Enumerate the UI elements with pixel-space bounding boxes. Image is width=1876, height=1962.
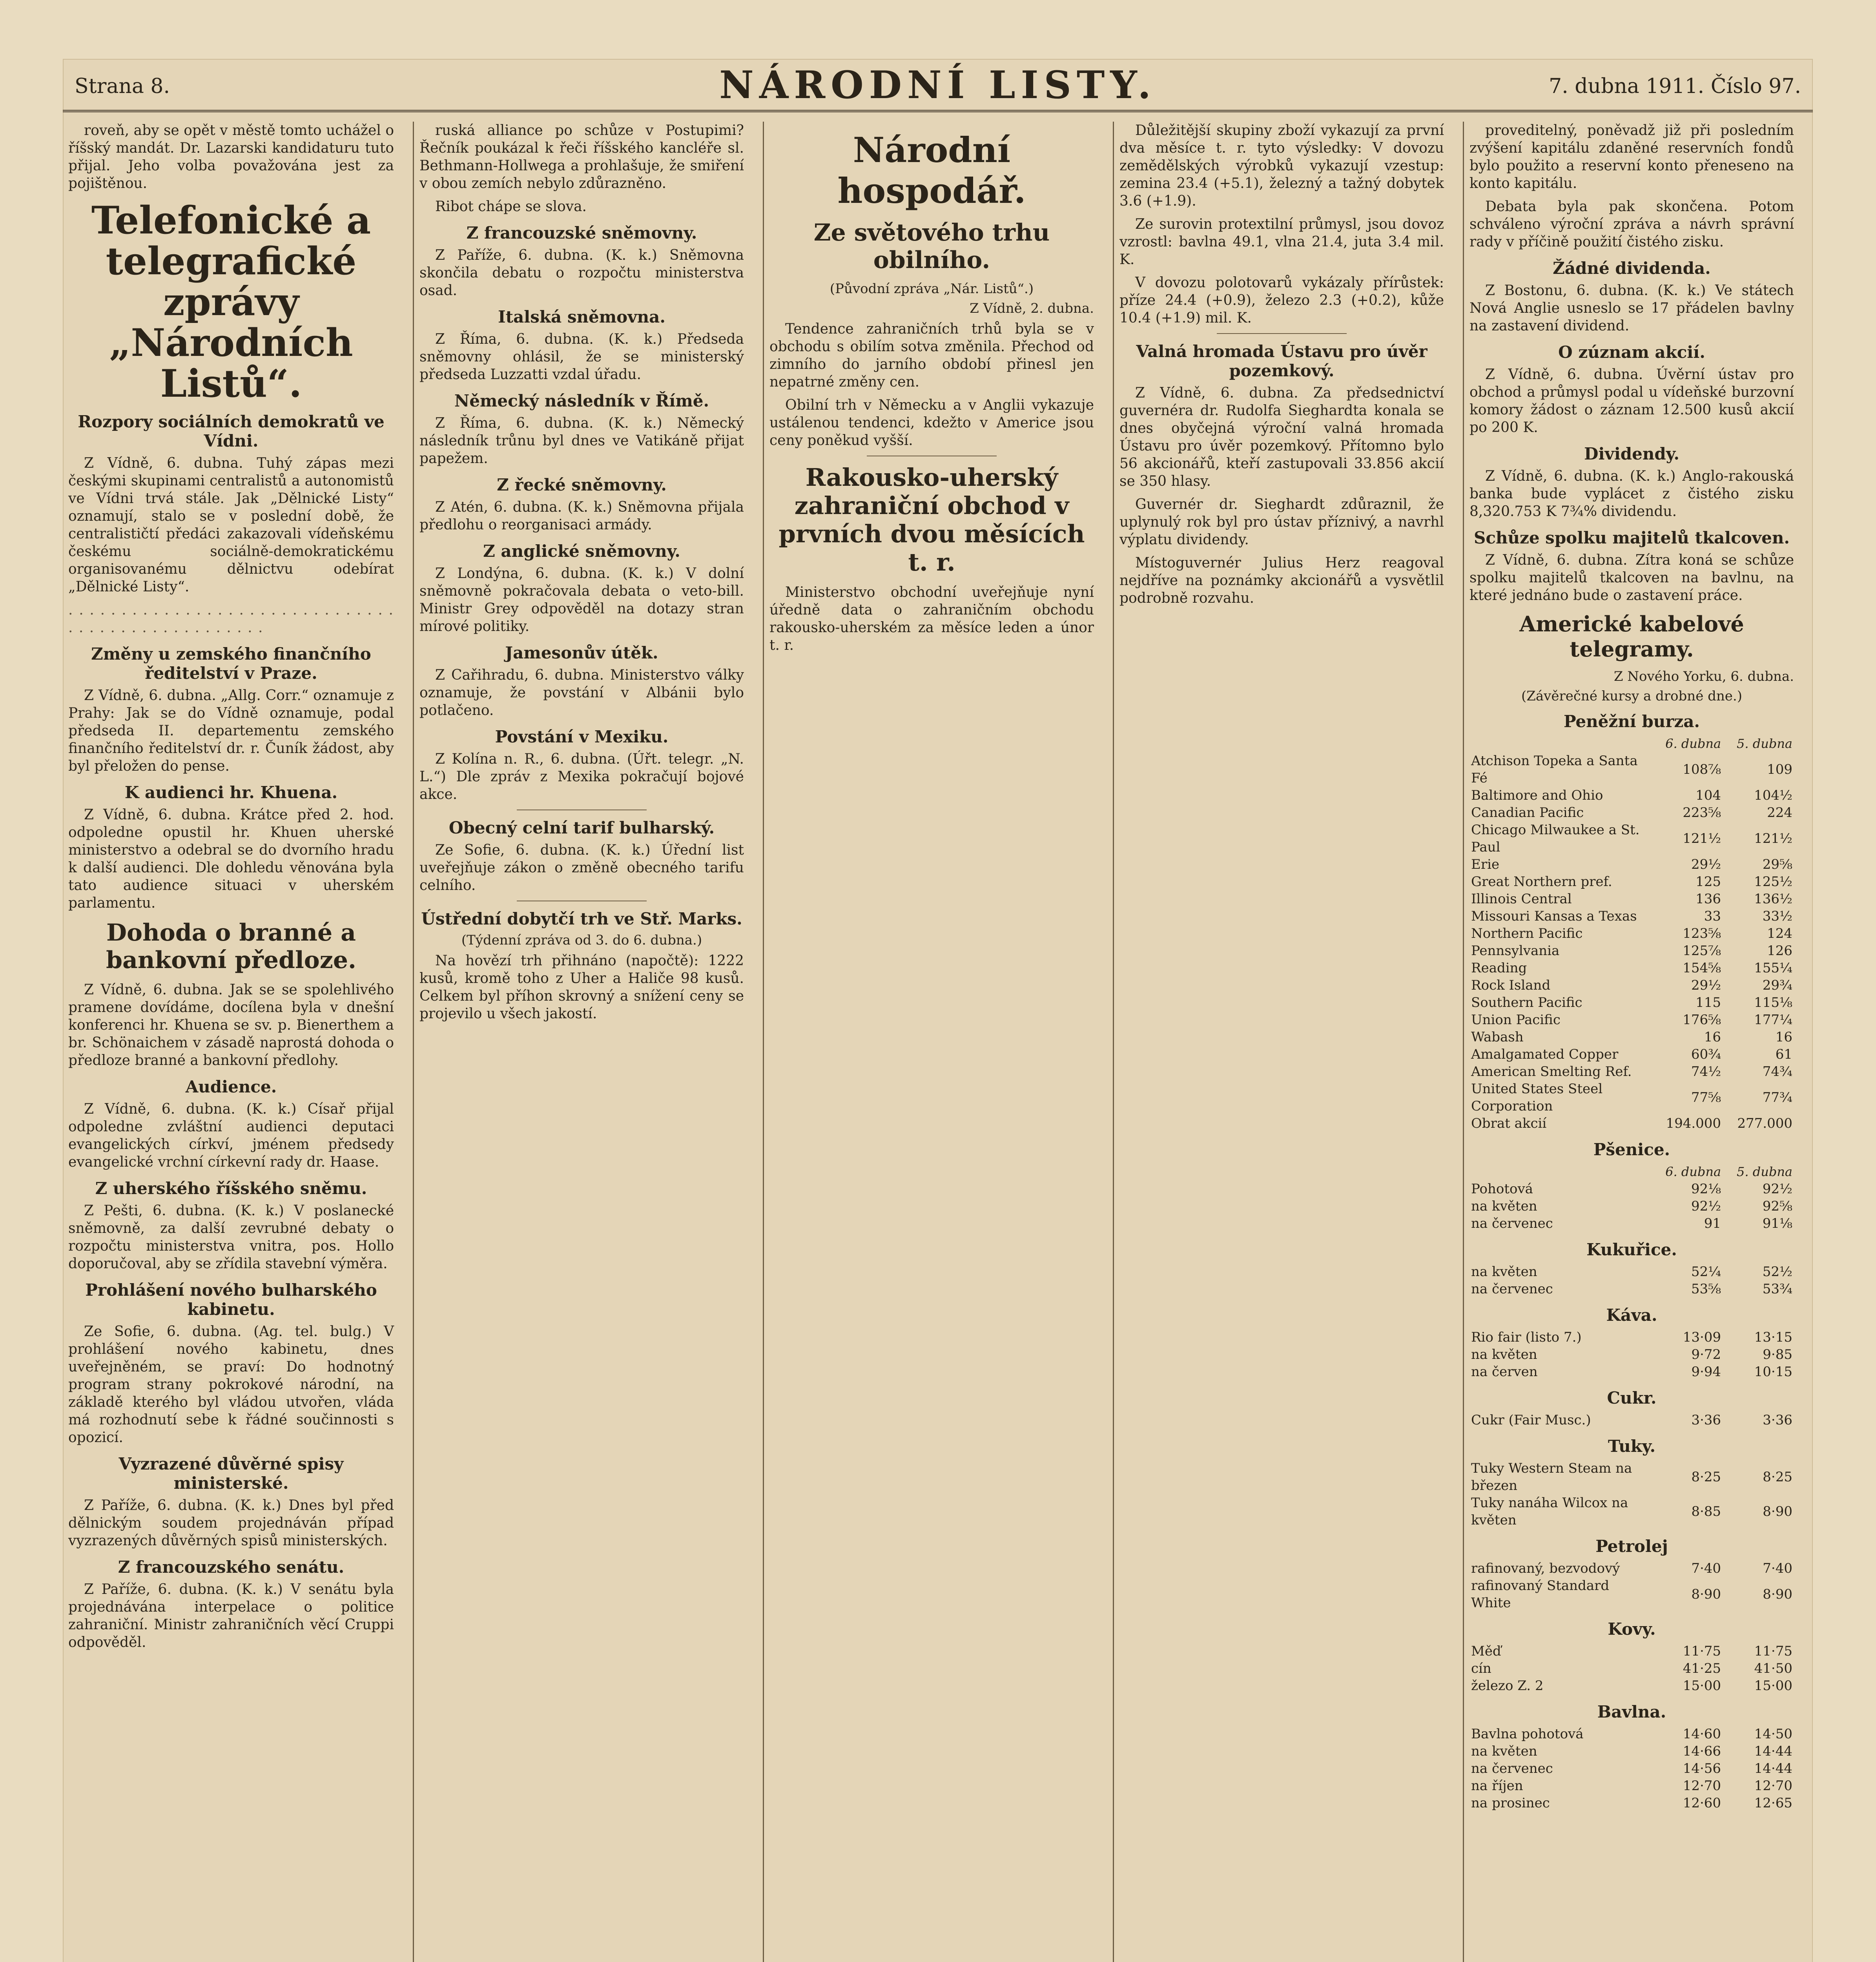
quote-row <box>1469 1329 1794 1346</box>
article-text: Ribot chápe se slova. <box>435 199 587 215</box>
quote-label: rafinovaný, bezvodový <box>1471 1561 1620 1576</box>
article-text: Z Říma, 6. dubna. (K. k.) Předseda sněmovny ohlásil, že se ministerský předseda Luzzatti vzdal úřadu. <box>419 331 744 383</box>
quote-row <box>1469 942 1794 959</box>
quote-row <box>1469 994 1794 1011</box>
quote-row <box>1469 1411 1794 1429</box>
quote-value: 8·90 <box>1763 1586 1792 1602</box>
quote-label: železo Z. 2 <box>1471 1678 1544 1694</box>
quote-table-title: Petrolej <box>1595 1537 1668 1556</box>
quote-value: 77⅝ <box>1691 1090 1721 1105</box>
quote-label: rafinovaný Standard White <box>1471 1578 1610 1611</box>
quote-value: 8·90 <box>1691 1586 1721 1602</box>
quote-value: 29⅝ <box>1762 857 1792 872</box>
quote-header-cell: 6. dubna <box>1665 736 1721 751</box>
quote-value: 223⅝ <box>1683 805 1721 821</box>
quote-label: na květen <box>1471 1264 1537 1280</box>
quote-row <box>1469 804 1794 821</box>
quote-value: 8·90 <box>1763 1504 1792 1519</box>
quote-value: 33½ <box>1762 908 1792 924</box>
article-title: K audienci hr. Khuena. <box>124 783 338 802</box>
article-title: Ústřední dobytčí trh ve Stř. Marks. <box>421 909 742 928</box>
quote-value: 7·40 <box>1763 1561 1792 1576</box>
quote-value: 60¾ <box>1691 1047 1721 1062</box>
quote-label: American Smelting Ref. <box>1471 1064 1632 1079</box>
quote-value: 52¼ <box>1691 1264 1721 1280</box>
newspaper-page <box>63 59 1813 1962</box>
quote-value: 16 <box>1704 1029 1721 1045</box>
article-text: Ze Sofie, 6. dubna. (K. k.) Úřední list uveřejňuje zákon o změně obecného tarifu celního. <box>419 842 744 893</box>
article-text: Ministerstvo obchodní uveřejňuje nyní úředně data o zahraničním obchodu rakousko-uherském za měsíce leden a únor t. r. <box>769 584 1094 653</box>
quote-value: 12·70 <box>1683 1778 1721 1794</box>
quote-row <box>1469 821 1794 856</box>
quote-row <box>1469 1215 1794 1232</box>
quote-value: 136½ <box>1754 891 1792 907</box>
quote-value: 3·36 <box>1763 1412 1792 1428</box>
article-title-large: Americké kabelové telegramy. <box>1519 611 1744 662</box>
quote-value: 15·00 <box>1754 1678 1792 1694</box>
article-title: Německý následník v Římě. <box>454 391 709 410</box>
quote-value: 155¼ <box>1754 960 1792 976</box>
quote-label: Erie <box>1471 857 1500 872</box>
quote-value: 14·60 <box>1683 1726 1721 1742</box>
quote-label: Canadian Pacific <box>1471 805 1584 821</box>
article-text: Z Vídně, 6. dubna. (K. k.) Anglo-rakouská banka bude vyplácet z čistého zisku 8,320.753 K 7¾% dividendu. <box>1469 468 1794 520</box>
quote-label: Northern Pacific <box>1471 926 1583 941</box>
quote-value: 77¾ <box>1762 1090 1792 1105</box>
quote-header-cell <box>1469 735 1651 752</box>
quote-value: 11·75 <box>1683 1643 1721 1659</box>
article-title: Z francouzského senátu. <box>118 1557 345 1577</box>
article-title: Rozpory sociálních demokratů ve Vídni. <box>78 412 385 450</box>
paper-title: NÁRODNÍ LISTY. <box>719 63 1156 107</box>
quote-value: 121½ <box>1754 831 1792 846</box>
quote-value: 8·85 <box>1691 1504 1721 1519</box>
article-title: Schůze spolku majitelů tkalcoven. <box>1474 528 1790 547</box>
quote-value: 277.000 <box>1737 1116 1792 1131</box>
quote-table-title: Káva. <box>1606 1306 1657 1325</box>
quote-value: 92⅛ <box>1691 1181 1721 1197</box>
quote-value: 12·65 <box>1754 1795 1792 1811</box>
quote-label: Missouri Kansas a Texas <box>1471 908 1637 924</box>
article-text: Ze surovin protextilní průmysl, jsou dovoz vzrostl: bavlna 49.1, vlna 21.4, juta 3.4 mil. K. <box>1119 216 1444 268</box>
quote-value: 11·75 <box>1754 1643 1792 1659</box>
quote-table-stocks <box>1469 735 1794 1132</box>
quote-row <box>1469 890 1794 908</box>
quote-value: 92½ <box>1762 1181 1792 1197</box>
quote-label: Rio fair (listo 7.) <box>1471 1329 1582 1345</box>
quote-value: 12·70 <box>1754 1778 1792 1794</box>
article-title: Změny u zemského finančního ředitelství v Praze. <box>91 644 371 683</box>
article-text: V dovozu polotovarů vykázaly přírůstek: příze 24.4 (+0.9), železo 2.3 (+0.2), kůže 10.4 (+1.9) mil. K. <box>1119 275 1444 326</box>
quote-label: na červen <box>1471 1364 1538 1380</box>
quote-label: Great Northern pref. <box>1471 874 1612 890</box>
quote-label: na květen <box>1471 1743 1537 1759</box>
quote-row <box>1469 959 1794 977</box>
quote-value: 91⅛ <box>1762 1216 1792 1231</box>
quote-value: 9·72 <box>1691 1347 1721 1362</box>
quote-value: 7·40 <box>1691 1561 1721 1576</box>
quote-value: 9·85 <box>1763 1347 1792 1362</box>
article-title: Dividendy. <box>1584 444 1679 463</box>
quote-label: na říjen <box>1471 1778 1523 1794</box>
page-number: Strana 8. <box>75 75 170 98</box>
quote-row <box>1469 1660 1794 1677</box>
quote-value: 12·60 <box>1683 1795 1721 1811</box>
quote-label: na červenec <box>1471 1281 1553 1297</box>
article-text: Z Vídně, 6. dubna. Tuhý zápas mezi českými skupinami centralistů a autonomistů ve Vídni trvá stále. Jak „Dělnické Listy“ oznamují, stalo se v poslední době, že centralističtí předáci zakazovali vídeňskému českému sociálně-demokratickému organisovanému dělnictvu odebírat „Dělnické Listy“. <box>68 455 394 595</box>
quote-row <box>1469 1363 1794 1380</box>
quote-header-cell: 5. dubna <box>1737 736 1792 751</box>
quote-table-title: Tuky. <box>1608 1437 1656 1456</box>
article-title: Prohlášení nového bulharského kabinetu. <box>85 1280 377 1319</box>
quote-row <box>1469 1063 1794 1080</box>
quote-row <box>1469 1760 1794 1777</box>
article-note: (Závěrečné kursy a drobné dne.) <box>1521 688 1742 704</box>
quote-table-coffee <box>1469 1329 1794 1380</box>
article-text: Z Vídně, 6. dubna. Zítra koná se schůze spolku majitelů tkalcoven na bavlnu, na které jednáno bude o zastavení práce. <box>1469 552 1794 604</box>
quote-value: 9·94 <box>1691 1364 1721 1380</box>
article-dateline: Z Nového Yorku, 6. dubna. <box>1613 669 1794 684</box>
quote-row <box>1469 1643 1794 1660</box>
quote-label: Baltimore and Ohio <box>1471 788 1603 803</box>
article-dateline: Z Vídně, 2. dubna. <box>970 301 1094 316</box>
quote-value: 104½ <box>1754 788 1792 803</box>
quote-row <box>1469 1280 1794 1298</box>
quote-value: 15·00 <box>1683 1678 1721 1694</box>
columns <box>63 122 1813 1962</box>
article-text: Důležitější skupiny zboží vykazují za první dva měsíce t. r. tyto výsledky: V dovozu zemědělských výrobků vykazují vzestup: zemina 23.4 (+5.1), železný a tažný dobytek 3.6 (+1.9). <box>1119 122 1444 209</box>
article-text: roveň, aby se opět v městě tomto uchážel o říšský mandát. Dr. Lazarski kandidaturu tuto přijal. Jeho volba považována jest za pojištěnou. <box>68 122 394 191</box>
article-text: Debata byla pak skončena. Potom schváleno výroční zpráva a návrh správní rady v příčině použití čistého zisku. <box>1469 199 1794 250</box>
quote-value: 154⅝ <box>1683 960 1721 976</box>
quote-table-title: Kukuřice. <box>1586 1240 1677 1259</box>
masthead <box>63 59 1813 112</box>
quote-header-cell <box>1469 1163 1651 1180</box>
quote-value: 121½ <box>1683 831 1721 846</box>
article-text: Místoguvernér Julius Herz reagoval nejdříve na poznámky akcionářů a vysvětlil podrobně rozvahu. <box>1119 555 1444 606</box>
article-title: Z anglické sněmovny. <box>483 542 680 561</box>
quote-row <box>1469 1560 1794 1577</box>
quote-label: United States Steel Corporation <box>1471 1081 1603 1114</box>
quote-row <box>1469 787 1794 804</box>
quote-row <box>1469 1577 1794 1612</box>
quote-value: 136 <box>1696 891 1721 907</box>
quote-value: 109 <box>1767 762 1792 777</box>
quote-value: 29¾ <box>1762 977 1792 993</box>
quote-value: 61 <box>1775 1047 1792 1062</box>
quote-label: na květen <box>1471 1347 1537 1362</box>
quote-row <box>1469 1080 1794 1115</box>
article-title: Z uherského říšského sněmu. <box>95 1179 367 1198</box>
article-title-large: Ze světového trhu obilního. <box>813 219 1050 274</box>
quote-table-corn <box>1469 1263 1794 1298</box>
quote-value: 13·15 <box>1754 1329 1792 1345</box>
column-2 <box>413 122 749 1962</box>
quote-label: Rock Island <box>1471 977 1551 993</box>
quote-value: 41·25 <box>1683 1661 1721 1676</box>
article-text: Z Atén, 6. dubna. (K. k.) Sněmovna přijala předlohu o reorganisaci armády. <box>419 499 744 533</box>
quote-value: 53¾ <box>1762 1281 1792 1297</box>
section-headline: Telefonické a telegrafické zprávy „Národních Listů“. <box>91 198 371 406</box>
quote-value: 8·25 <box>1691 1469 1721 1485</box>
quote-value: 125⅞ <box>1683 943 1721 959</box>
quote-row <box>1469 908 1794 925</box>
quote-row <box>1469 1180 1794 1198</box>
section-headline: Národní hospodář. <box>837 129 1026 211</box>
issue-date: 7. dubna 1911. Číslo 97. <box>1549 75 1801 98</box>
article-text: Z Vídně, 6. dubna. Krátce před 2. hod. odpoledne opustil hr. Khuen uherské ministerstvo a odebral se do dvorního hradu k další audienci. Dle dohledu věnována byla tato audience situaci v uherském parlamentu. <box>68 807 394 911</box>
quote-table-title: Peněžní burza. <box>1563 712 1700 731</box>
quote-value: 14·44 <box>1754 1761 1792 1776</box>
article-title: Audience. <box>185 1077 277 1096</box>
quote-row <box>1469 1011 1794 1028</box>
quote-value: 41·50 <box>1754 1661 1792 1676</box>
quote-row <box>1469 873 1794 890</box>
quote-table-metals <box>1469 1643 1794 1694</box>
quote-label: Illinois Central <box>1471 891 1572 907</box>
quote-row <box>1469 1198 1794 1215</box>
article-title-large: Dohoda o branné a bankovní předloze. <box>106 919 356 974</box>
quote-value: 126 <box>1767 943 1792 959</box>
quote-value: 8·25 <box>1763 1469 1792 1485</box>
quote-label: Bavlna pohotová <box>1471 1726 1584 1742</box>
article-text: Z Říma, 6. dubna. (K. k.) Německý následník trůnu byl dnes ve Vatikáně přijat papežem. <box>419 415 744 467</box>
article-text: Z Vídně, 6. dubna. Úvěrní ústav pro obchod a průmysl podal u vídeňské burzovní komory žádost o záznam 12.500 kusů akcií po 200 K. <box>1469 367 1794 436</box>
column-3 <box>763 122 1099 1962</box>
quote-value: 10·15 <box>1754 1364 1792 1380</box>
quote-label: na květen <box>1471 1198 1537 1214</box>
quote-row <box>1469 1263 1794 1280</box>
quote-value: 29½ <box>1691 857 1721 872</box>
quote-value: 123⅝ <box>1683 926 1721 941</box>
quote-label: na červenec <box>1471 1761 1553 1776</box>
quote-value: 14·66 <box>1683 1743 1721 1759</box>
article-title: Z řecké sněmovny. <box>497 475 667 494</box>
article-note: (Týdenní zpráva od 3. do 6. dubna.) <box>461 932 702 948</box>
quote-label: Pennsylvania <box>1471 943 1560 959</box>
article-text: Z Cařihradu, 6. dubna. Ministerstvo války oznamuje, že povstání v Albánii bylo potlačeno. <box>419 667 744 718</box>
quote-table-cotton <box>1469 1725 1794 1812</box>
quote-table-title: Bavlna. <box>1597 1702 1666 1721</box>
article-title-large: Rakousko-uherský zahraniční obchod v prvních dvou měsících t. r. <box>778 463 1085 576</box>
quote-header-cell: 5. dubna <box>1737 1164 1792 1179</box>
quote-row <box>1469 1677 1794 1694</box>
article-text: ruská alliance po schůze v Postupimi? Řečník poukázal k řeči říšského kancléře sl. Bethmann-Hollwega a prohlašuje, že smiření v obou zemích nebylo zdůrazněno. <box>419 122 744 191</box>
article-title: Žádné dividenda. <box>1553 259 1711 278</box>
quote-value: 13·09 <box>1683 1329 1721 1345</box>
quote-header-row <box>1469 1163 1794 1180</box>
quote-label: Pohotová <box>1471 1181 1533 1197</box>
quote-value: 104 <box>1696 788 1721 803</box>
quote-row <box>1469 1743 1794 1760</box>
quote-table-wheat <box>1469 1163 1794 1232</box>
article-text: Z Bostonu, 6. dubna. (K. k.) Ve státech Nová Anglie usneslo se 17 přádelen bavlny na zastavení dividend. <box>1469 283 1794 334</box>
quote-label: Wabash <box>1471 1029 1524 1045</box>
quote-row <box>1469 977 1794 994</box>
quote-table-sugar <box>1469 1411 1794 1429</box>
article-title: Obecný celní tarif bulharský. <box>448 818 715 837</box>
article-text: Z Londýna, 6. dubna. (K. k.) V dolní sněmovně pokračovala debata o veto-bill. Ministr Grey odpověděl na dotazy stran mírové politiky. <box>419 565 744 635</box>
column-4 <box>1113 122 1449 1962</box>
quote-label: Reading <box>1471 960 1527 976</box>
quote-row <box>1469 925 1794 942</box>
quote-table-fats <box>1469 1460 1794 1529</box>
quote-row <box>1469 1777 1794 1794</box>
quote-label: Tuky nanáha Wilcox na květen <box>1471 1495 1628 1528</box>
article-text: Guvernér dr. Sieghardt zdůraznil, že uplynulý rok byl pro ústav příznivý, a navrhl výplatu dividendy. <box>1119 496 1444 548</box>
divider <box>1217 333 1347 334</box>
article-text: Z Paříže, 6. dubna. (K. k.) Dnes byl před dělnickým soudem projednáván případ vyzrazených důvěrných spisů ministerských. <box>68 1497 394 1549</box>
quote-value: 14·56 <box>1683 1761 1721 1776</box>
quote-label: Chicago Milwaukee a St. Paul <box>1471 822 1640 855</box>
quote-value: 3·36 <box>1691 1412 1721 1428</box>
column-5 <box>1463 122 1799 1962</box>
quote-value: 33 <box>1704 908 1721 924</box>
quote-label: Atchison Topeka a Santa Fé <box>1471 753 1638 786</box>
article-text: Z Vídně, 6. dubna. Za předsednictví guvernéra dr. Rudolfa Sieghardta konala se dnes obyčejná výroční valná hromada Ústavu pro úvěr pozemkový. Přítomno bylo 56 akcionářů, kteří zastupovali 33.856 akcií se 350 hlasy. <box>1119 385 1444 489</box>
article-text: Z Paříže, 6. dubna. (K. k.) V senátu byla projednávána interpelace o politice zahraniční. Ministr zahraničních věcí Cruppi odpověděl. <box>68 1581 394 1650</box>
quote-value: 115⅛ <box>1754 995 1792 1010</box>
quote-value: 91 <box>1704 1216 1721 1231</box>
quote-value: 124 <box>1767 926 1792 941</box>
article-text: proveditelný, poněvadž již při posledním zvýšení kapitálu zdaněné reservních fondů bylo použito a reservní konto přeneseno na konto kapitálu. <box>1469 122 1794 191</box>
quote-value: 16 <box>1775 1029 1792 1045</box>
article-title: Povstání v Mexiku. <box>495 727 669 746</box>
article-text: Na hovězí trh přihnáno (napočtě): 1222 kusů, kromě toho z Uher a Haliče 98 kusů. Celkem byl příhon skrovný a snížení ceny se projevilo u všech jakostí. <box>419 953 744 1022</box>
quote-value: 14·44 <box>1754 1743 1792 1759</box>
article-title: Jamesonův útěk. <box>505 643 658 662</box>
quote-value: 125 <box>1696 874 1721 890</box>
quote-value: 115 <box>1696 995 1721 1010</box>
quote-label: Cukr (Fair Musc.) <box>1471 1412 1591 1428</box>
quote-label: Obrat akcií <box>1471 1116 1547 1131</box>
quote-label: na prosinec <box>1471 1795 1550 1811</box>
quote-header-row <box>1469 735 1794 752</box>
article-text: Ze Sofie, 6. dubna. (Ag. tel. bulg.) V prohlášení nového kabinetu, dnes uveřejněném, se praví: Do hodnotný program strany pokrokové národní, na základě kterého byl vládou utvořen, vláda má rozhodnutí sebe k řádné součinnosti s opozicí. <box>68 1324 394 1446</box>
article-text: Obilní trh v Německu a v Anglii vykazuje ustálenou tendenci, kdežto v Americe jsou ceny poněkud vyšší. <box>769 397 1094 449</box>
quote-label: Amalgamated Copper <box>1471 1047 1619 1062</box>
quote-row <box>1469 856 1794 873</box>
article-title: O zúznam akcií. <box>1558 343 1705 362</box>
quote-row <box>1469 1028 1794 1046</box>
article-text: Z Vídně, 6. dubna. (K. k.) Císař přijal odpoledne zvláštní audienci deputaci evangelických církví, jménem předsedy evangelické vrchní církevní rady dr. Haase. <box>68 1101 394 1170</box>
quote-header-cell: 6. dubna <box>1665 1164 1721 1179</box>
article-text: Z Paříže, 6. dubna. (K. k.) Sněmovna skončila debatu o rozpočtu ministerstva osad. <box>419 247 744 299</box>
article-note: (Původní zpráva „Nár. Listů“.) <box>830 281 1034 297</box>
quote-row <box>1469 1346 1794 1363</box>
quote-row <box>1469 1115 1794 1132</box>
quote-value: 53⅝ <box>1691 1281 1721 1297</box>
quote-label: Southern Pacific <box>1471 995 1582 1010</box>
quote-label: cín <box>1471 1661 1491 1676</box>
quote-table-title: Cukr. <box>1607 1388 1657 1408</box>
quote-value: 177¼ <box>1754 1012 1792 1028</box>
quote-row <box>1469 1794 1794 1812</box>
column-1 <box>63 122 399 1962</box>
quote-value: 92⅝ <box>1762 1198 1792 1214</box>
article-text-continued: . . . . . . . . . . . . . . . . . . . . . . . . . . . . . . . . . . . . . . . . . . . . . . . . . . <box>68 602 394 636</box>
quote-row <box>1469 1046 1794 1063</box>
quote-value: 176⅝ <box>1683 1012 1721 1028</box>
article-text: Z Kolína n. R., 6. dubna. (Úřt. telegr. „N. L.“) Dle zpráv z Mexika pokračují bojové akce. <box>419 751 744 802</box>
quote-label: na červenec <box>1471 1216 1553 1231</box>
quote-row <box>1469 1460 1794 1494</box>
article-text: Z Pešti, 6. dubna. (K. k.) V poslanecké sněmovně, za další zevrubné debaty o rozpočtu ministerstva vnitra, pos. Hollo doporučoval, aby se zřídila stavební výměra. <box>68 1203 394 1272</box>
quote-table-title: Kovy. <box>1608 1619 1656 1639</box>
quote-label: Tuky Western Steam na březen <box>1471 1461 1632 1493</box>
article-text: Z Vídně, 6. dubna. Jak se se spolehlivého pramene dovídáme, docílena byla v dnešní konferenci hr. Khuena se sv. p. Bienerthem a br. Schönaichem v zásadě naprostá dohoda o předloze branné a bankovní předlohy. <box>68 982 394 1069</box>
article-title: Italská sněmovna. <box>498 307 665 326</box>
article-title: Z francouzské sněmovny. <box>466 223 697 243</box>
article-title: Valná hromada Ústavu pro úvěr pozemkový. <box>1136 342 1428 380</box>
quote-row <box>1469 752 1794 787</box>
article-text: Tendence zahraničních trhů byla se v obchodu s obilím sotva změnila. Přechod od zimního do jarního období přinesl jen nepatrné změny cen. <box>769 321 1094 390</box>
quote-label: Měď <box>1471 1643 1501 1659</box>
quote-value: 125½ <box>1754 874 1792 890</box>
quote-value: 108⅞ <box>1683 762 1721 777</box>
quote-value: 194.000 <box>1666 1116 1721 1131</box>
quote-value: 74¾ <box>1762 1064 1792 1079</box>
quote-label: Union Pacific <box>1471 1012 1561 1028</box>
quote-value: 14·50 <box>1754 1726 1792 1742</box>
quote-row <box>1469 1725 1794 1743</box>
article-text: Z Vídně, 6. dubna. „Allg. Corr.“ oznamuje z Prahy: Jak se do Vídně oznamuje, podal předseda II. departementu zemského finančního ředitelství dr. r. Čuník žádost, aby byl přeložen do pense. <box>68 687 394 774</box>
quote-value: 74½ <box>1691 1064 1721 1079</box>
quote-value: 29½ <box>1691 977 1721 993</box>
quote-table-title: Pšenice. <box>1593 1140 1670 1159</box>
quote-row <box>1469 1494 1794 1529</box>
quote-value: 52½ <box>1762 1264 1792 1280</box>
quote-value: 92½ <box>1691 1198 1721 1214</box>
quote-value: 224 <box>1767 805 1792 821</box>
quote-table-petroleum <box>1469 1560 1794 1612</box>
article-title: Vyzrazené důvěrné spisy ministerské. <box>119 1454 344 1493</box>
